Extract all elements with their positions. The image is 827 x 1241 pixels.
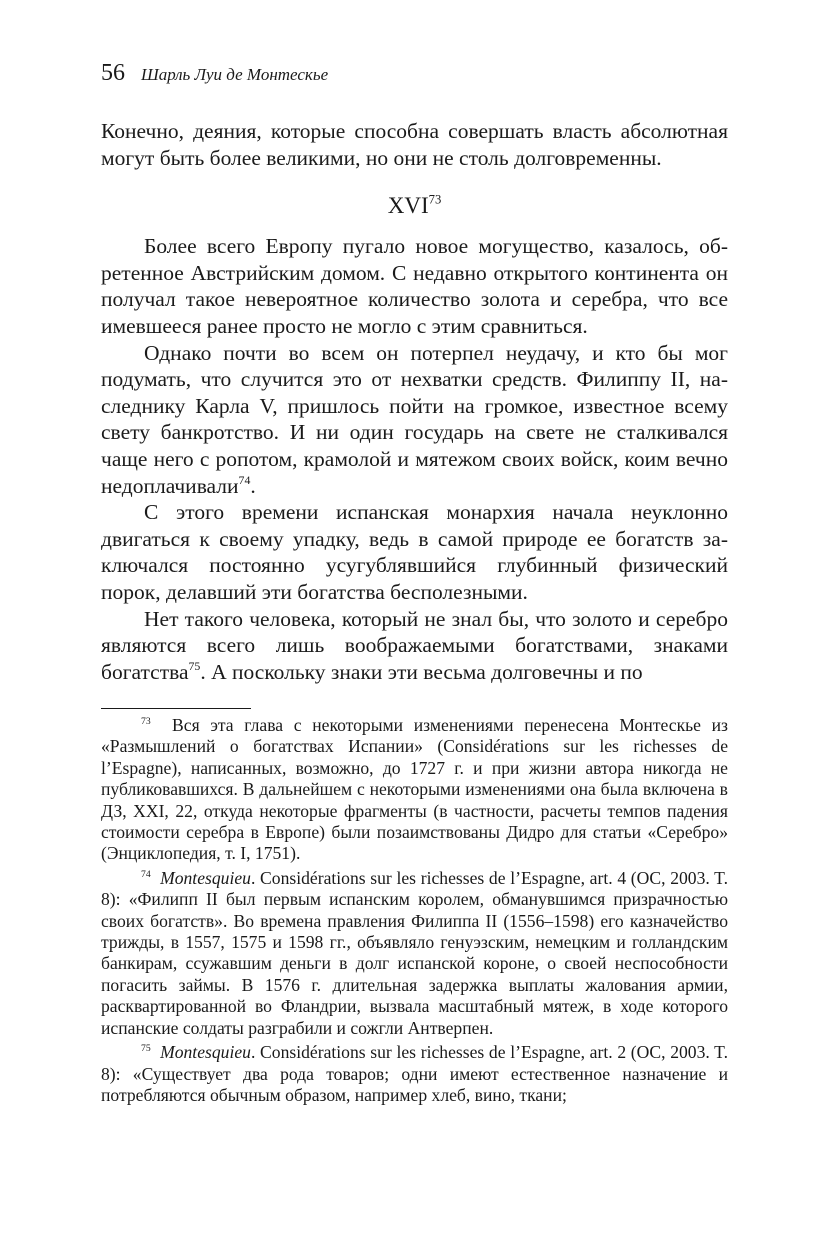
footnote-author: Montesquieu xyxy=(160,867,251,888)
paragraph xyxy=(101,606,728,686)
chapter-title xyxy=(101,191,728,221)
paragraph-text: Однако почти во всем он потерпел неудачу, и кто бы мог подумать, что случится это от нехватки средств. Филиппу II, наследнику Карла V, пришлось пойти на громкое, известное всему свету банкротство. И ни один государь на свете не сталкивался чаще него с ропотом, крамолой и мятежом своих войск, коим вечно недоплачивали xyxy=(101,340,728,498)
footnote-74 xyxy=(101,868,728,1039)
footnote-number: 75 xyxy=(141,1042,151,1054)
paragraph: С этого времени испанская монархия начала неуклонно двигаться к своему упадку, ведь в самой природе ее богатств заключался постоянно усугублявшийся глубинный физический порок, делавший эти богатства бесполезными. xyxy=(101,500,728,604)
footnote-author: Montesquieu xyxy=(160,1042,251,1063)
paragraph xyxy=(101,340,728,500)
paragraph-continuation: Конечно, деяния, которые способна совершать власть абсолютная могут быть более великими, но они не столь долговременны. xyxy=(101,119,728,170)
paragraph-text: . А поскольку знаки эти весьма долговечны и по xyxy=(200,659,643,684)
running-head: Шарль Луи де Монтескье xyxy=(141,65,329,84)
footnotes xyxy=(101,715,728,1109)
footnote-separator xyxy=(101,708,251,709)
footnote-number: 74 xyxy=(141,868,151,880)
paragraph: Более всего Европу пугало новое могущество, казалось, обретенное Австрийским домом. С недавно открытого континента он получал такое невероятное количество золота и серебра, что все имевшееся ранее просто не могло с этим сравниться. xyxy=(101,234,728,338)
main-text xyxy=(101,118,728,685)
footnote-ref-73[interactable]: 73 xyxy=(428,192,442,207)
footnote-text: . Considérations sur les richesses de l’Espagne, art. 2 (OC, 2003. T. 8): «Существует два рода товаров; одни имеют естественное назначение и потребляются обычным образом, например хлеб, вино, ткани; xyxy=(101,1042,728,1105)
footnote-ref-74[interactable]: 74 xyxy=(238,472,251,487)
chapter-number: XVI xyxy=(387,193,429,219)
footnote-text: Вся эта глава с некоторыми изменениями перенесена Монтескье из «Размышлений о богатствах Испании» (Considérations sur les richesses de l’Espagne), написанных, возможно, до 1727 г. и при жизни автора никогда не публиковавшихся. В дальнейшем с некоторыми изменениями она была включена в ДЗ, XXI, 22, откуда некоторые фрагменты (в частности, расчеты темпов падения стоимости серебра в Европе) были позаимствованы Дидро для статьи «Серебро» (Энциклопедия, т. I, 1751). xyxy=(101,715,728,864)
page-number: 56 xyxy=(101,60,125,86)
footnote-75 xyxy=(101,1042,728,1106)
paragraph-text: . xyxy=(250,473,256,498)
footnote-text: . Considérations sur les richesses de l’Espagne, art. 4 (OC, 2003. T. 8): «Филипп II был первым испанским королем, обманувшимся призрачностью своих богатств». Во времена правления Филиппа II (1556–1598) его казначейство трижды, в 1557, 1575 и 1598 гг., объявляло генуэзским, немецким и голландским банкирам, ссужавшим деньги в долг испанской короне, о своей неспособности погасить займы. В 1576 г. длительная задержка выплаты жалования армии, расквартированной во Фландрии, вызвала масштабный мятеж, в ходе которого испанские солдаты разграбили и сожгли Антверпен. xyxy=(101,867,728,1038)
footnote-ref-75[interactable]: 75 xyxy=(188,658,201,673)
footnote-number: 73 xyxy=(141,715,151,727)
page-header xyxy=(101,60,741,90)
footnote-73 xyxy=(101,715,728,865)
paragraph-text: Нет такого человека, который не знал бы, что золото и серебро являются всего лишь воображаемыми богатствами, знаками богатства xyxy=(101,606,728,684)
